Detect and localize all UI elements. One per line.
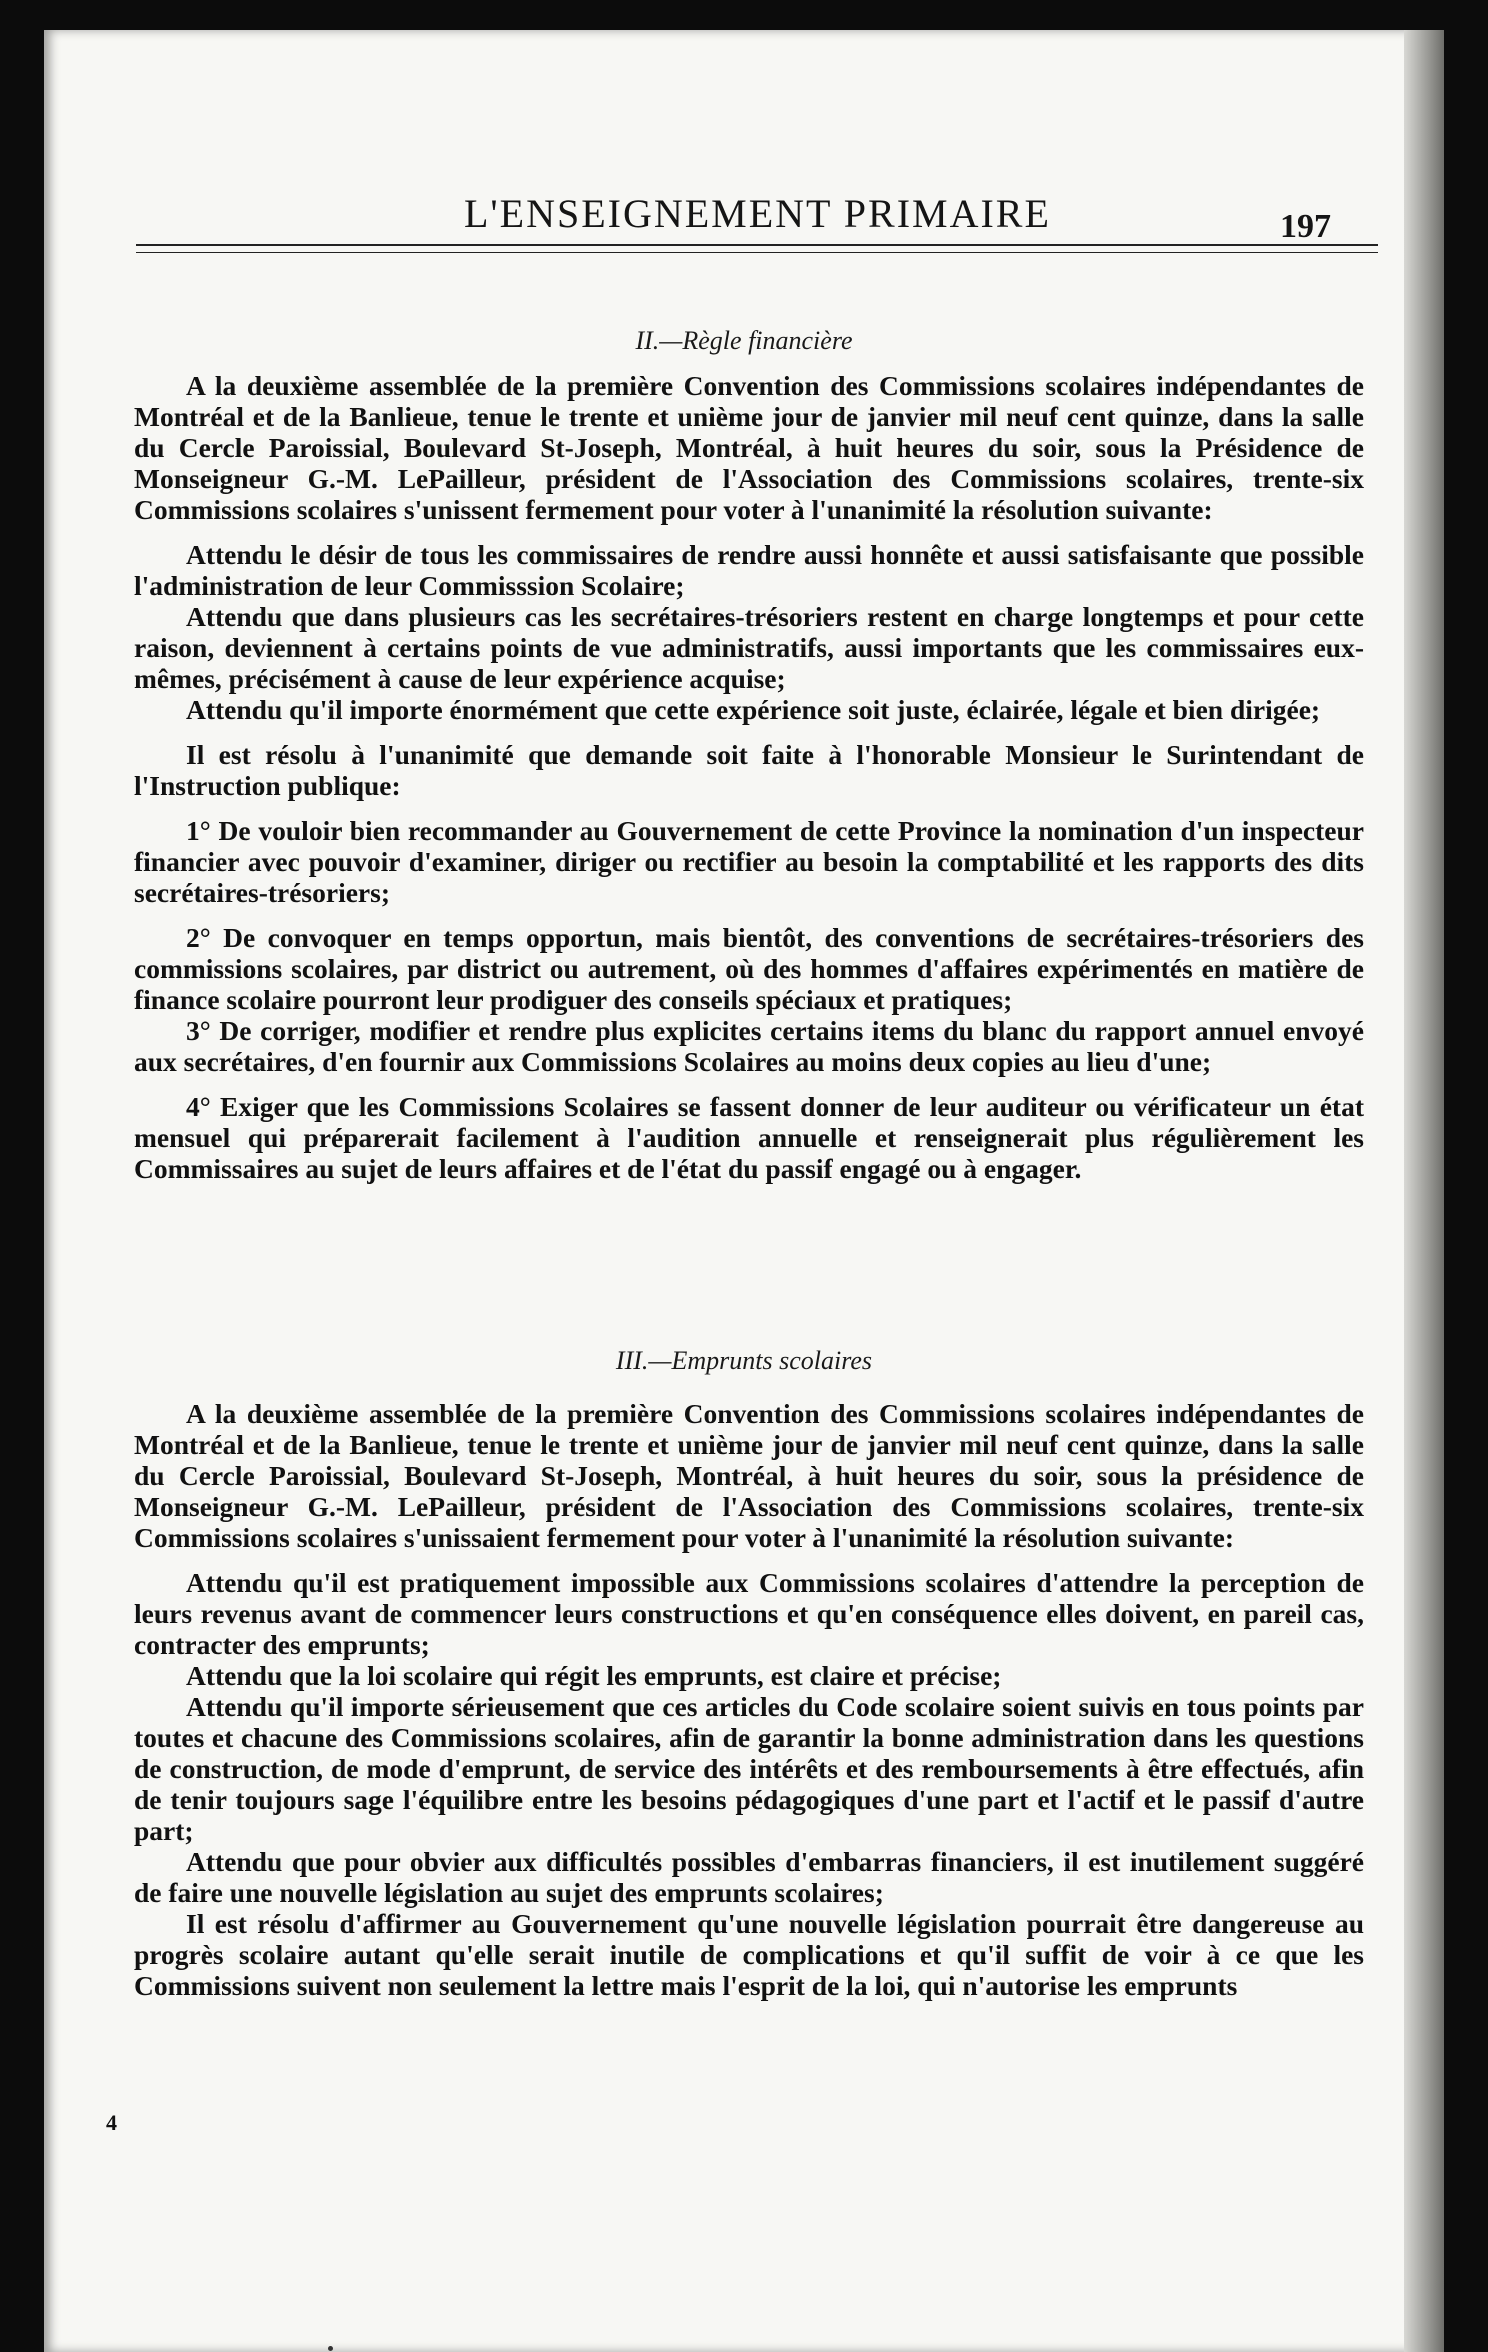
- paragraph: Attendu qu'il importe sérieusement que ces articles du Code scolaire soient suivis en tous points par toutes et chacune des Commissions scolaires, afin de garantir la bonne administration dans les questions de construction, de mode d'emprunt, de service des intérêts et des remboursements à être effectués, afin de tenir toujours sage l'équilibre entre les besoins pédagogiques d'une part et l'actif et le passif d'autre part;: [134, 1691, 1364, 1846]
- header-rule: [136, 244, 1378, 246]
- paragraph: 2° De convoquer en temps opportun, mais bientôt, des conventions de secrétaires-trésoriers des commissions scolaires, par district ou autrement, où des hommes d'affaires expérimentés en matière de finance scolaire pourront leur prodiguer des conseils spéciaux et pratiques;: [134, 922, 1364, 1015]
- paragraph: Attendu qu'il importe énormément que cette expérience soit juste, éclairée, légale et bien dirigée;: [186, 694, 1321, 725]
- paragraph: 3° De corriger, modifier et rendre plus explicites certains items du blanc du rapport annuel envoyé aux secrétaires, d'en fournir aux Commissions Scolaires au moins deux copies au lieu d'une;: [134, 1015, 1364, 1077]
- running-title: L'ENSEIGNEMENT PRIMAIRE: [464, 191, 1051, 236]
- section-3-title: III.—Emprunts scolaires: [615, 1346, 873, 1375]
- paragraph: Il est résolu à l'unanimité que demande soit faite à l'honorable Monsieur le Surintendant de l'Instruction publique:: [134, 739, 1364, 801]
- paragraph: Attendu qu'il est pratiquement impossible aux Commissions scolaires d'attendre la perception de leurs revenus avant de commencer leurs constructions et qu'en conséquence elles doivent, en pareil cas, contracter des emprunts;: [134, 1567, 1364, 1660]
- page-number: 197: [1280, 208, 1331, 245]
- paragraph: Attendu que la loi scolaire qui régit les emprunts, est claire et précise;: [186, 1660, 1002, 1691]
- book-page: [44, 30, 1444, 2352]
- paragraph: A la deuxième assemblée de la première Convention des Commissions scolaires indépendantes de Montréal et de la Banlieue, tenue le trente et unième jour de janvier mil neuf cent quinze, dans la salle du Cercle Paroissial, Boulevard St-Joseph, Montréal, à huit heures du soir, sous la Présidence de Monseigneur G.-M. LePailleur, président de l'Association des Commissions scolaires, trente-six Commissions scolaires s'unissent fermement pour voter à l'unanimité la résolution suivante:: [134, 370, 1364, 525]
- page-edge-shadow: [1404, 30, 1444, 2352]
- paragraph: A la deuxième assemblée de la première Convention des Commissions scolaires indépendantes de Montréal et de la Banlieue, tenue le trente et unième jour de janvier mil neuf cent quinze, dans la salle du Cercle Paroissial, Boulevard St-Joseph, Montréal, à huit heures du soir, sous la présidence de Monseigneur G.-M. LePailleur, président de l'Association des Commissions scolaires, trente-six Commissions scolaires s'unissaient fermement pour voter à l'unanimité la résolution suivante:: [134, 1398, 1364, 1553]
- paper-speck: [328, 2346, 333, 2351]
- header-rule-thin: [136, 252, 1378, 253]
- section-2-body: [134, 370, 1364, 1184]
- section-3-body: [134, 1398, 1364, 2001]
- paragraph: Attendu le désir de tous les commissaires de rendre aussi honnête et aussi satisfaisante que possible l'administration de leur Commisssion Scolaire;: [134, 539, 1364, 601]
- paragraph: Attendu que dans plusieurs cas les secrétaires-trésoriers restent en charge longtemps et pour cette raison, deviennent à certains points de vue administratifs, aussi importants que les commissaires eux-mêmes, précisément à cause de leur expérience acquise;: [134, 601, 1364, 694]
- paragraph: 1° De vouloir bien recommander au Gouvernement de cette Province la nomination d'un inspecteur financier avec pouvoir d'examiner, diriger ou rectifier au besoin la comptabilité et les rapports des dits secrétaires-trésoriers;: [134, 815, 1364, 908]
- paragraph: Il est résolu d'affirmer au Gouvernement qu'une nouvelle législation pourrait être dangereuse au progrès scolaire autant qu'elle serait inutile de complications et qu'il suffit de voir à ce que les Commissions suivent non seulement la lettre mais l'esprit de la loi, qui n'autorise les emprunts: [134, 1908, 1364, 2001]
- paragraph: Attendu que pour obvier aux difficultés possibles d'embarras financiers, il est inutilement suggéré de faire une nouvelle législation au sujet des emprunts scolaires;: [134, 1846, 1364, 1908]
- section-2-title: II.—Règle financière: [635, 326, 853, 355]
- signature-mark: 4: [106, 2110, 117, 2135]
- paragraph: 4° Exiger que les Commissions Scolaires se fassent donner de leur auditeur ou vérificateur un état mensuel qui préparerait facilement à l'audition annuelle et renseignerait plus régulièrement les Commissaires au sujet de leurs affaires et de l'état du passif engagé ou à engager.: [134, 1091, 1364, 1184]
